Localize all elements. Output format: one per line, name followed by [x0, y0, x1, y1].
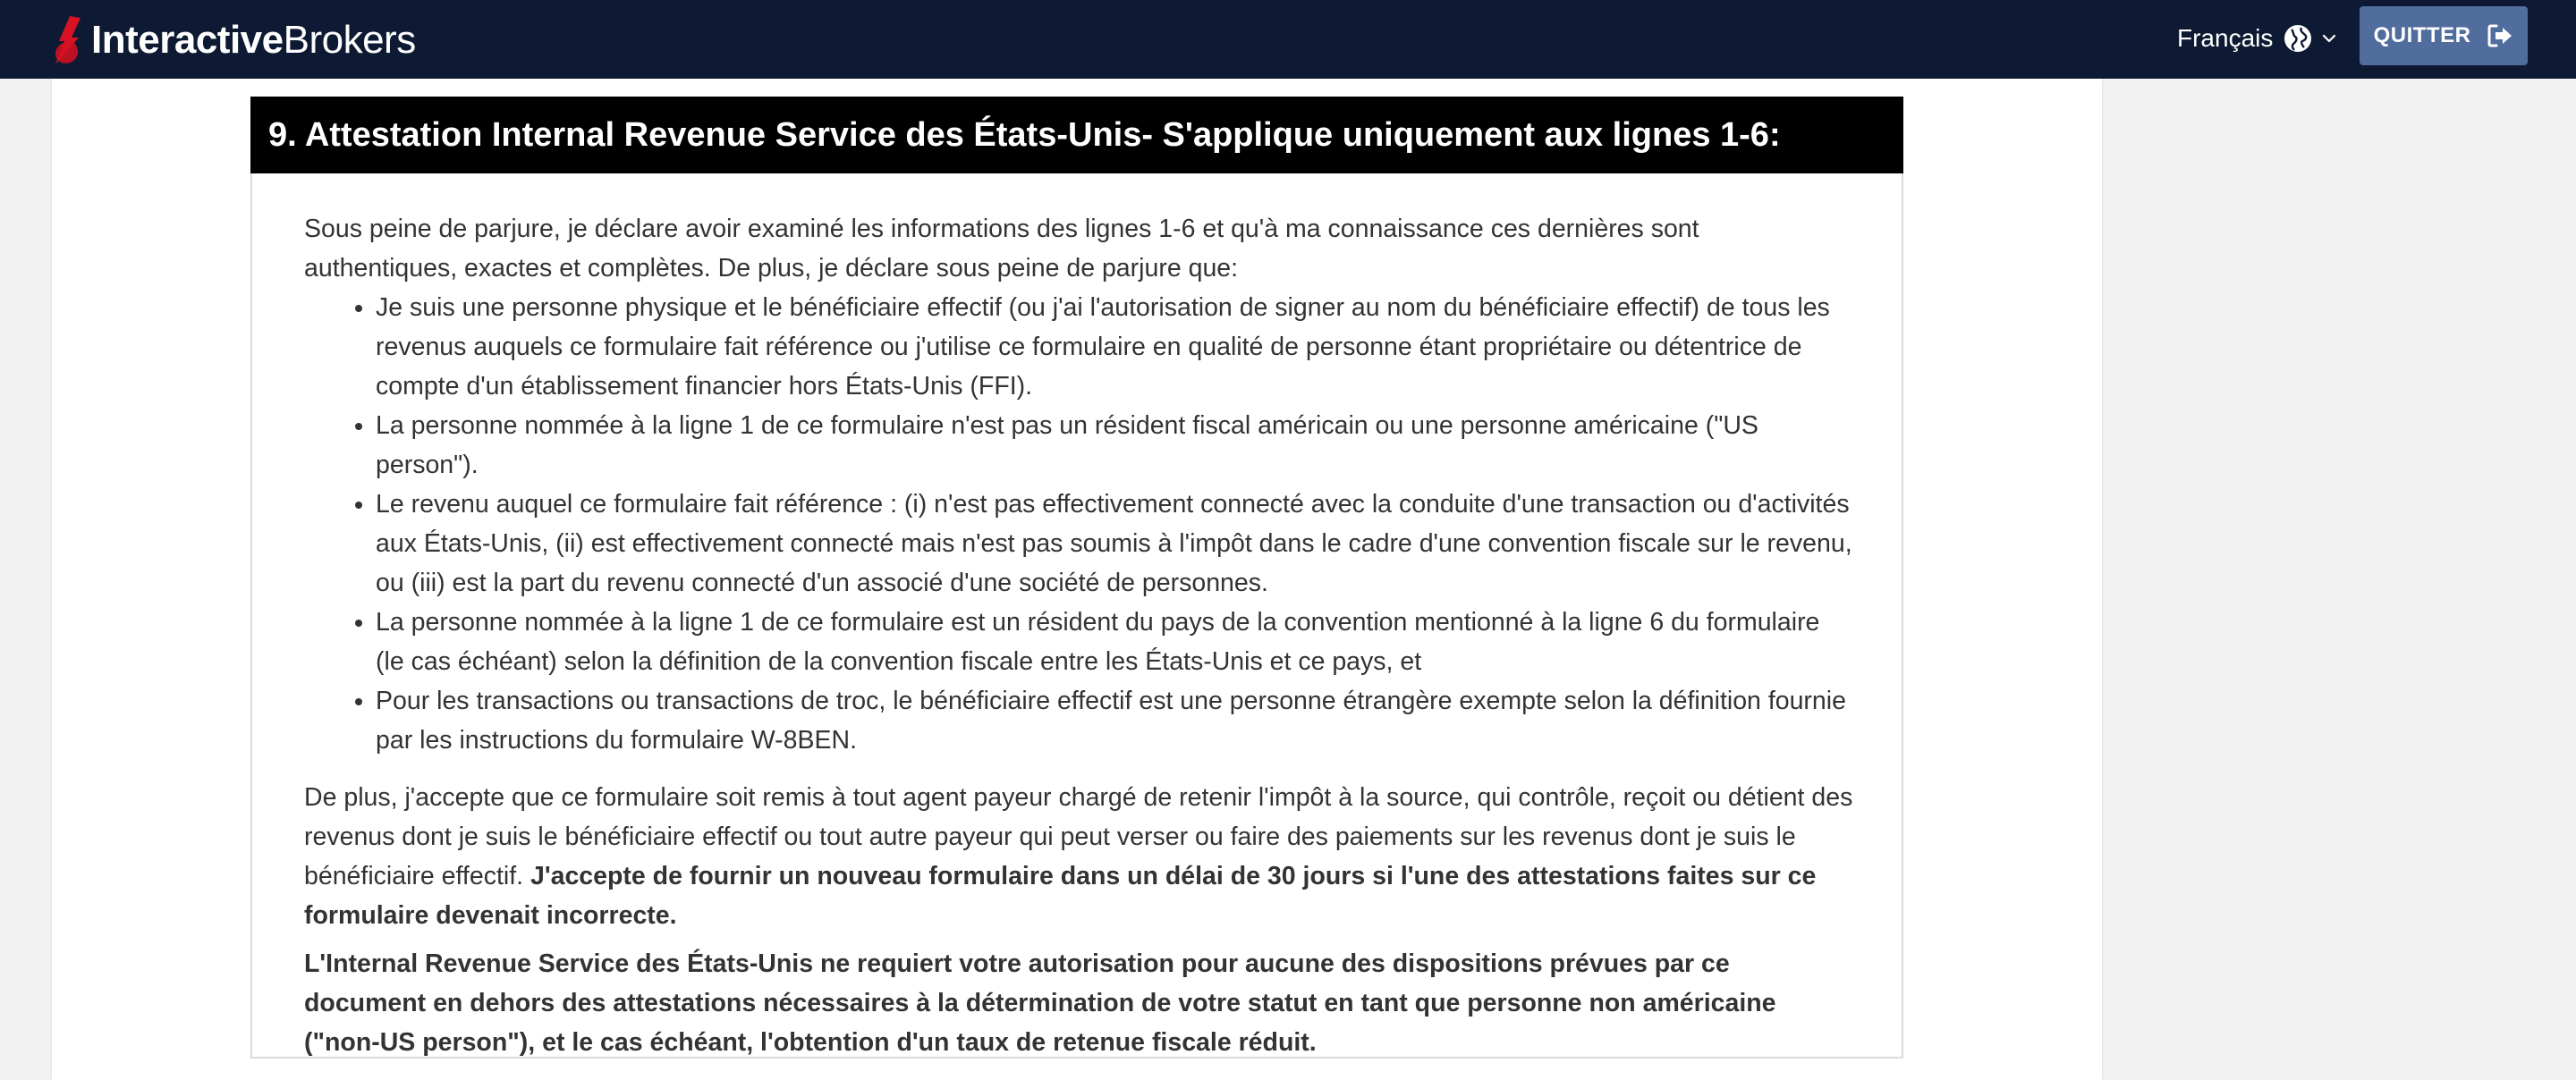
quit-button-label: QUITTER: [2373, 23, 2471, 47]
logo-wordmark-regular: Brokers: [283, 18, 416, 62]
ib-flame-icon: [52, 14, 82, 66]
list-item: • La personne nommée à la ligne 1 de ce formulaire n'est pas un résident fiscal américain ou une personne américaine ("US person").: [376, 406, 1853, 485]
irs-certification-section: [250, 97, 1903, 1059]
logo-wordmark: [91, 18, 416, 63]
intro-paragraph: Sous peine de parjure, je déclare avoir examiné les informations des lignes 1-6 et qu'à ma connaissance ces dernières sont authentiques, exactes et complètes. De plus, je déclare sous peine de parjure que:: [304, 215, 1699, 283]
irs-notice-paragraph: L'Internal Revenue Service des États-Unis ne requiert votre autorisation pour aucune des dispositions prévues par ce document en dehors des attestations nécessaires à la détermination de votre statut en tant que personne non américaine ("non-US person"), et le cas échéant, l'obtention d'un taux de retenue fiscale réduit.: [304, 949, 1776, 1057]
consent-bold-text: J'accepte de fournir un nouveau formulaire dans un délai de 30 jours si l'une des attestations faites sur ce formulaire devenait incorrecte.: [304, 862, 1817, 930]
section-title: 9. Attestation Internal Revenue Service des États-Unis- S'applique uniquement aux lignes 1-6:: [250, 97, 1903, 173]
list-item: • Pour les transactions ou transactions de troc, le bénéficiaire effectif est une personne étrangère exempte selon la définition fournie par les instructions du formulaire W-8BEN.: [376, 681, 1853, 760]
page-content-panel: [52, 79, 2102, 1080]
logout-icon: [2487, 23, 2513, 48]
interactive-brokers-logo[interactable]: [52, 13, 416, 68]
section-body: [304, 209, 1853, 1062]
globe-icon: [2284, 24, 2312, 53]
language-selector[interactable]: [2177, 16, 2337, 61]
language-label: Français: [2177, 24, 2274, 52]
top-navigation-bar: [0, 0, 2576, 79]
list-item: • La personne nommée à la ligne 1 de ce formulaire est un résident du pays de la convention mentionné à la ligne 6 du formulaire (le cas échéant) selon la définition de la convention fiscale entre les États-Unis et ce pays, et: [376, 603, 1853, 681]
list-item: • Je suis une personne physique et le bénéficiaire effectif (ou j'ai l'autorisation de signer au nom du bénéficiaire effectif) de tous les revenus auquels ce formulaire fait référence ou j'utilise ce formulaire en qualité de personne étant propriétaire ou détentrice de compte d'un établissement financier hors États-Unis (FFI).: [376, 288, 1853, 406]
chevron-down-icon: [2321, 30, 2337, 46]
certification-list: [304, 288, 1853, 760]
list-item: • Le revenu auquel ce formulaire fait référence : (i) n'est pas effectivement connecté avec la conduite d'une transaction ou d'activités aux États-Unis, (ii) est effectivement connecté mais n'est pas soumis à l'impôt dans le cadre d'une convention fiscale sur le revenu, ou (iii) est la part du revenu connecté d'un associé d'une société de personnes.: [376, 485, 1853, 603]
quit-button[interactable]: [2360, 6, 2528, 65]
logo-wordmark-bold: Interactive: [91, 18, 284, 62]
consent-paragraph: [304, 778, 1853, 935]
consent-text: De plus, j'accepte que ce formulaire soit remis à tout agent payeur chargé de retenir l'impôt à la source, qui contrôle, reçoit ou détient des revenus dont je suis le bénéficiaire effectif ou tout autre payeur qui peut verser ou faire des paiements sur les revenus dont je suis le bénéficiaire effectif.: [304, 783, 1853, 890]
